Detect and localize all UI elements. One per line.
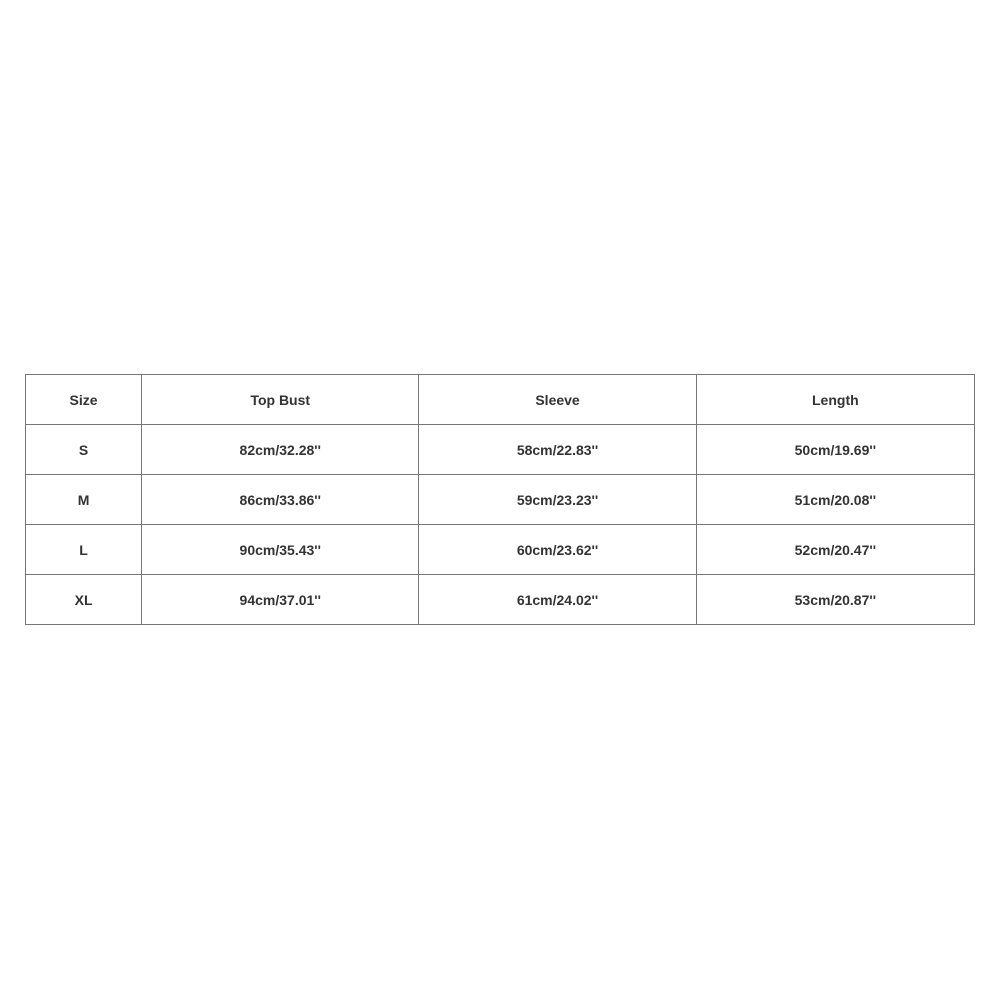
cell-sleeve: 61cm/24.02'' xyxy=(419,575,696,625)
column-header-length: Length xyxy=(696,375,974,425)
column-header-size: Size xyxy=(26,375,142,425)
cell-top-bust: 86cm/33.86'' xyxy=(142,475,419,525)
cell-size: M xyxy=(26,475,142,525)
cell-length: 50cm/19.69'' xyxy=(696,425,974,475)
table-row xyxy=(26,475,975,525)
column-header-sleeve: Sleeve xyxy=(419,375,696,425)
table-row xyxy=(26,575,975,625)
cell-size: S xyxy=(26,425,142,475)
cell-length: 53cm/20.87'' xyxy=(696,575,974,625)
table-header-row xyxy=(26,375,975,425)
cell-length: 51cm/20.08'' xyxy=(696,475,974,525)
cell-top-bust: 90cm/35.43'' xyxy=(142,525,419,575)
column-header-top-bust: Top Bust xyxy=(142,375,419,425)
size-chart-table xyxy=(25,374,975,625)
table-row xyxy=(26,425,975,475)
cell-top-bust: 94cm/37.01'' xyxy=(142,575,419,625)
cell-size: XL xyxy=(26,575,142,625)
cell-size: L xyxy=(26,525,142,575)
table-row xyxy=(26,525,975,575)
cell-sleeve: 58cm/22.83'' xyxy=(419,425,696,475)
cell-length: 52cm/20.47'' xyxy=(696,525,974,575)
cell-sleeve: 60cm/23.62'' xyxy=(419,525,696,575)
cell-sleeve: 59cm/23.23'' xyxy=(419,475,696,525)
cell-top-bust: 82cm/32.28'' xyxy=(142,425,419,475)
